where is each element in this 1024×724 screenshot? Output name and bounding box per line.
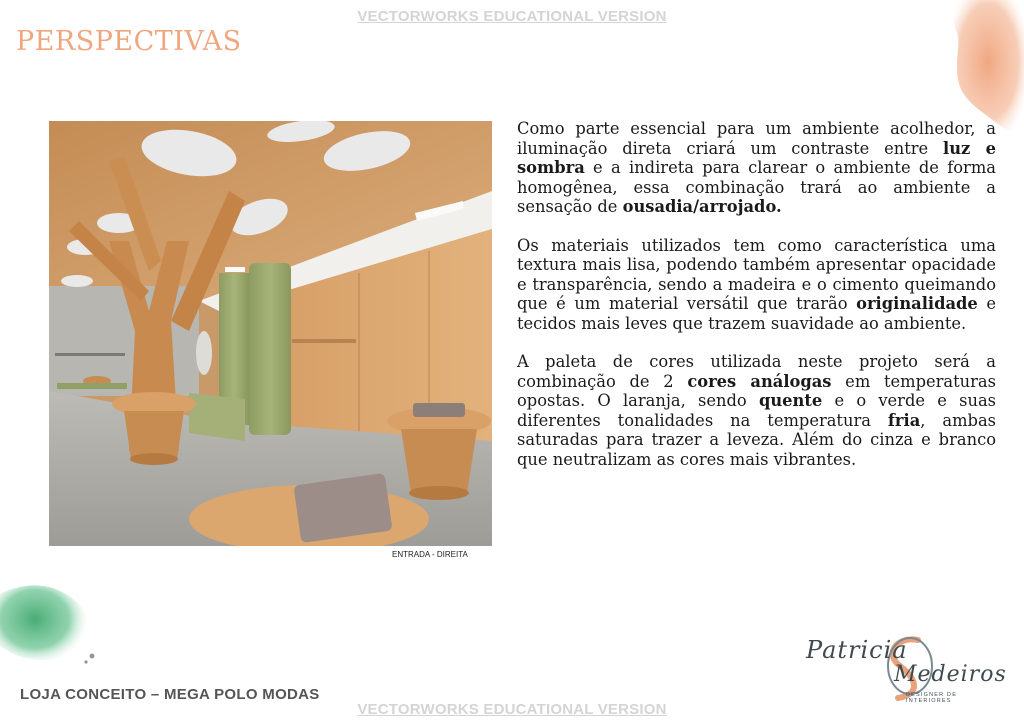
- image-caption: ENTRADA - DIREITA: [392, 550, 468, 559]
- project-footer: LOJA CONCEITO – MEGA POLO MODAS: [20, 686, 320, 703]
- description-text: [517, 119, 996, 488]
- paragraph-materials: Os materiais utilizados tem como característica uma textura mais lisa, podendo também apresentar opacidade e transparência, sendo a madeira e o cimento queimando que é um material versátil que trarão originalidade e tecidos mais leves que trazem suavidade ao ambiente.: [517, 235, 996, 333]
- designer-logo: [806, 632, 1007, 704]
- green-watercolor-splash: [0, 580, 100, 670]
- page-title: PERSPECTIVAS: [16, 26, 242, 57]
- watermark-bottom: VECTORWORKS EDUCATIONAL VERSION: [357, 701, 667, 718]
- paragraph-palette: A paleta de cores utilizada neste projeto será a combinação de 2 cores análogas em temperaturas opostas. O laranja, sendo quente e o verde e suas diferentes tonalidades na temperatura fria, ambas saturadas para trazer a leveza. Além do cinza e branco que neutralizam as cores mais vibrantes.: [517, 352, 997, 469]
- logo-first-name: Patricia: [806, 636, 908, 664]
- paragraph-lighting: Como parte essencial para um ambiente acolhedor, a iluminação direta criará um contraste entre luz e sombra e a indireta para clarear o ambiente de forma homogênea, essa combinação trará ao ambiente a sensação de ousadia/arrojado.: [517, 119, 996, 216]
- logo-tagline: DESIGNER DE INTERIORES: [906, 692, 958, 704]
- interior-render-image: [49, 121, 492, 546]
- watermark-top: VECTORWORKS EDUCATIONAL VERSION: [357, 8, 667, 25]
- logo-last-name: Medeiros: [894, 662, 1007, 687]
